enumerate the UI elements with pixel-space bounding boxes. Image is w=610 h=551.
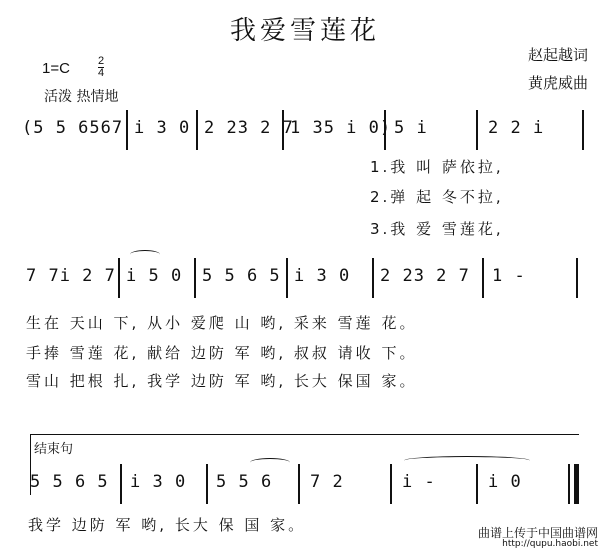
measure: i 3 0 <box>134 118 191 138</box>
lyric-line-3: 雪山 把根 扎, 我学 边防 军 哟, 长大 保国 家。 <box>26 372 418 390</box>
ending-lyric: 我学 边防 军 哟, 长大 保 国 家。 <box>28 516 307 534</box>
tempo-marking: 活泼 热情地 <box>44 89 119 105</box>
verse-lyric-3: 3.我 爱 雪莲花, <box>370 220 504 238</box>
key-signature: 1=C <box>42 60 70 77</box>
final-barline-thin <box>568 464 570 504</box>
staff-system-3 <box>0 464 610 504</box>
barline <box>126 110 128 150</box>
barline <box>120 464 122 504</box>
lyric-line-1: 生在 天山 下, 从小 爱爬 山 哟, 采来 雪莲 花。 <box>26 314 418 332</box>
staff-system-1 <box>0 110 610 150</box>
composer-credit: 黄虎威曲 <box>527 74 588 92</box>
time-signature-bottom: 4 <box>98 67 105 79</box>
measure: 5 5 6 <box>216 472 273 492</box>
measure: 7 2 <box>310 472 344 492</box>
watermark-site-name: 曲谱上传于中国曲谱网 <box>477 526 598 540</box>
measure: i 0 <box>488 472 522 492</box>
staff-system-2 <box>0 258 610 298</box>
verse-lyric-2: 2.弹 起 冬不拉, <box>370 188 504 206</box>
measure: 2 23 2 7 <box>204 118 294 138</box>
barline <box>576 258 578 298</box>
final-barline-thick <box>574 464 579 504</box>
barline <box>206 464 208 504</box>
measure: 5 5 6 5 <box>202 266 281 286</box>
measure: 5 5 6 5 <box>30 472 109 492</box>
barline <box>372 258 374 298</box>
measure: i 5 0 <box>126 266 183 286</box>
time-signature-top: 2 <box>98 55 105 67</box>
barline <box>298 464 300 504</box>
barline <box>476 110 478 150</box>
measure: 7 7i 2 7 <box>26 266 116 286</box>
barline <box>482 258 484 298</box>
barline <box>476 464 478 504</box>
measure: (5 5 6567 <box>22 118 124 138</box>
verse-lyric-1: 1.我 叫 萨依拉, <box>370 158 504 176</box>
measure: i 3 0 <box>130 472 187 492</box>
watermark-url: http://qupu.haobi.net <box>502 539 598 549</box>
measure: 2 2 i <box>488 118 545 138</box>
barline <box>582 110 584 150</box>
time-signature <box>98 56 104 79</box>
lyricist-credit: 赵起越词 <box>527 46 588 64</box>
measure: 2 23 2 7 <box>380 266 470 286</box>
barline <box>196 110 198 150</box>
measure: 1 35 i 0) <box>290 118 392 138</box>
barline <box>390 464 392 504</box>
barline <box>118 258 120 298</box>
measure: 5 i <box>394 118 428 138</box>
lyric-line-2: 手捧 雪莲 花, 献给 边防 军 哟, 叔叔 请收 下。 <box>26 344 418 362</box>
measure: 1 - <box>492 266 526 286</box>
ending-label: 结束句 <box>34 442 74 457</box>
barline <box>286 258 288 298</box>
song-title: 我爱雪莲花 <box>229 16 380 46</box>
measure: i - <box>402 472 436 492</box>
barline <box>194 258 196 298</box>
measure: i 3 0 <box>294 266 351 286</box>
